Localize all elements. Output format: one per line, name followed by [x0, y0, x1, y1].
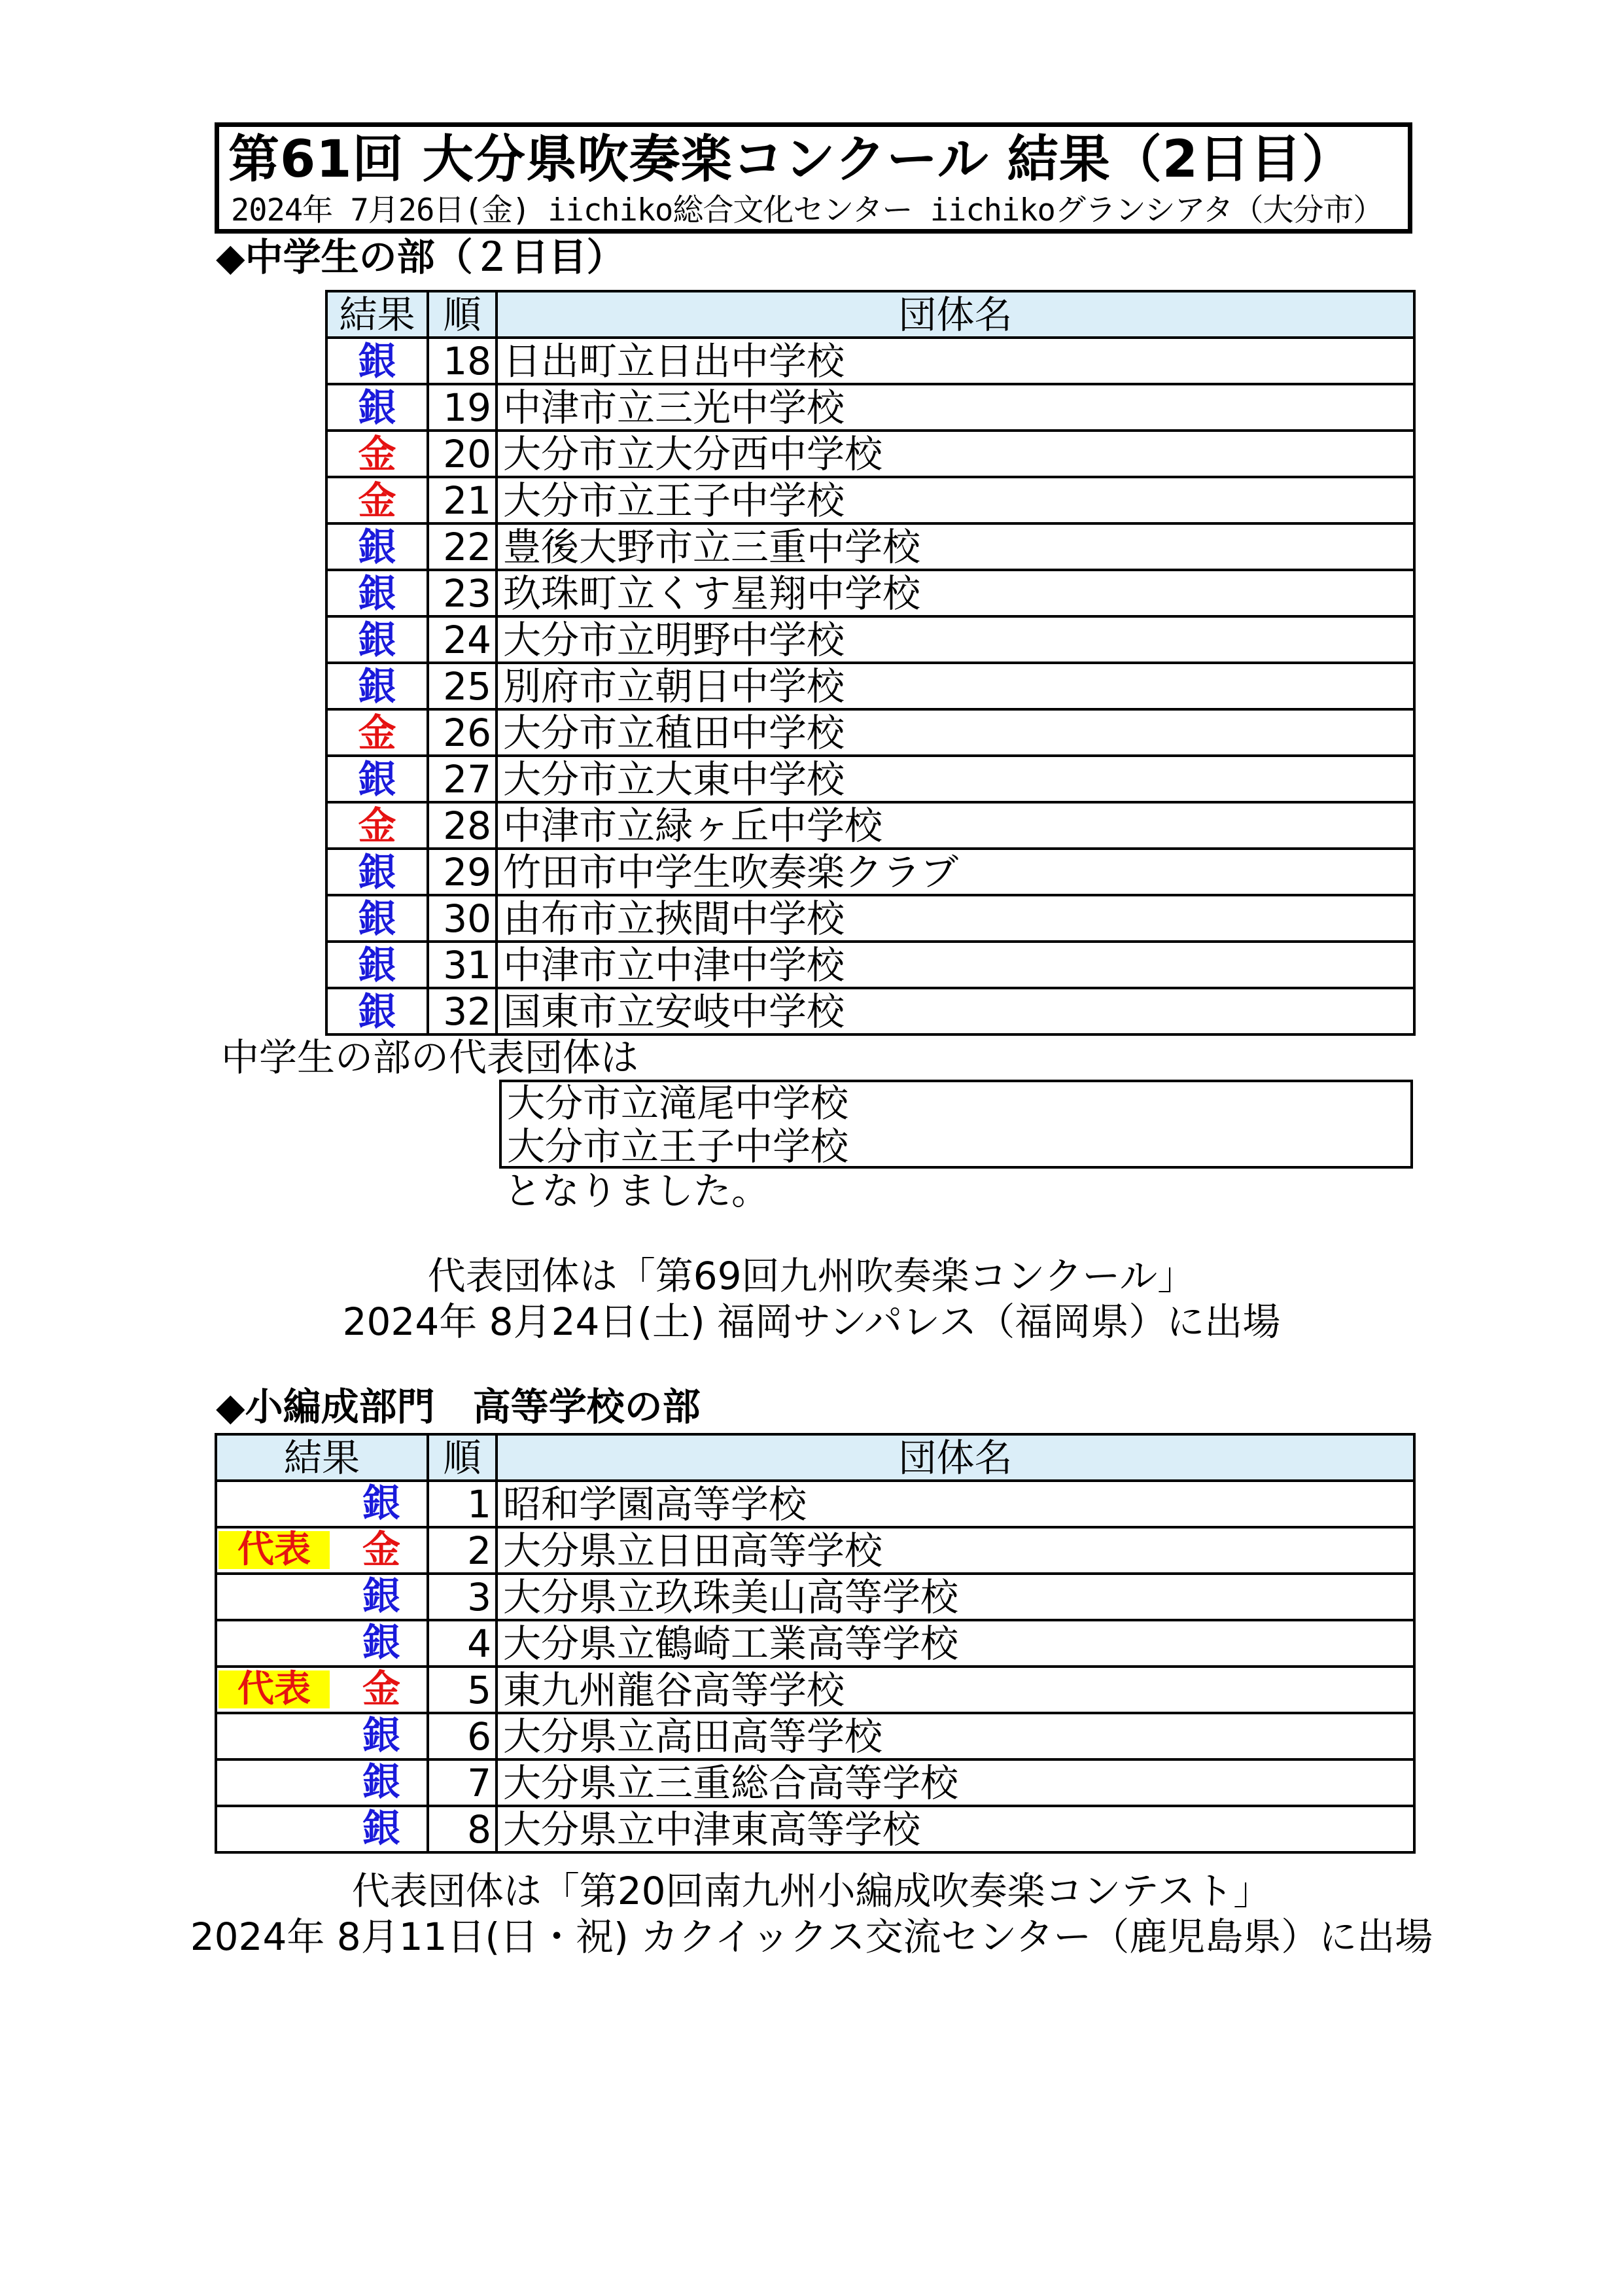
medal-label: 銀 [362, 1713, 400, 1757]
table-row [326, 895, 1414, 942]
order-cell: 2 [428, 1527, 497, 1574]
medal-label: 銀 [362, 1574, 400, 1618]
column-header-name: 団体名 [497, 1434, 1414, 1481]
representatives-box [499, 1080, 1413, 1169]
school-name-cell: 中津市立三光中学校 [497, 384, 1414, 431]
result-cell: 銀 [326, 338, 428, 384]
representative-school: 大分市立滝尾中学校 [507, 1081, 849, 1125]
result-cell: 金 [326, 802, 428, 849]
medal-label: 金 [362, 1667, 400, 1711]
order-cell: 26 [428, 709, 497, 756]
junior-high-advance-line-1: 代表団体は「第69回九州吹奏楽コンクール」 [427, 1254, 1196, 1298]
order-cell: 20 [428, 431, 497, 477]
table-header-row [216, 1434, 1414, 1481]
table-row [326, 988, 1414, 1034]
small-ensemble-heading: ◆小編成部門 高等学校の部 [216, 1385, 701, 1429]
school-name-cell: 玖珠町立くす星翔中学校 [497, 570, 1414, 616]
result-cell [216, 1667, 428, 1713]
junior-high-heading: ◆中学生の部（２日目） [216, 235, 625, 279]
table-row [216, 1667, 1414, 1713]
table-row [216, 1527, 1414, 1574]
table-row [216, 1759, 1414, 1806]
representative-badge: 代表 [218, 1670, 330, 1708]
table-row [326, 523, 1414, 570]
result-cell [216, 1620, 428, 1667]
result-cell: 銀 [326, 756, 428, 802]
result-cell [216, 1806, 428, 1852]
table-row [326, 570, 1414, 616]
order-cell: 8 [428, 1806, 497, 1852]
result-cell [216, 1759, 428, 1806]
school-name-cell: 大分県立玖珠美山高等学校 [497, 1574, 1414, 1620]
order-cell: 4 [428, 1620, 497, 1667]
school-name-cell: 大分市立大東中学校 [497, 756, 1414, 802]
column-header-result: 結果 [216, 1434, 428, 1481]
result-cell: 金 [326, 431, 428, 477]
order-cell: 6 [428, 1713, 497, 1759]
representative-intro: 中学生の部の代表団体は [221, 1035, 639, 1080]
order-cell: 24 [428, 616, 497, 663]
result-cell: 銀 [326, 988, 428, 1034]
medal-label: 銀 [362, 1620, 400, 1665]
order-cell: 30 [428, 895, 497, 942]
order-cell: 7 [428, 1759, 497, 1806]
result-cell [216, 1527, 428, 1574]
order-cell: 27 [428, 756, 497, 802]
order-cell: 5 [428, 1667, 497, 1713]
result-cell [216, 1481, 428, 1527]
table-row [326, 384, 1414, 431]
school-name-cell: 大分県立高田高等学校 [497, 1713, 1414, 1759]
small-ensemble-results-table [215, 1433, 1416, 1854]
school-name-cell: 大分県立日田高等学校 [497, 1527, 1414, 1574]
result-cell: 銀 [326, 895, 428, 942]
order-cell: 22 [428, 523, 497, 570]
result-cell: 銀 [326, 942, 428, 988]
representative-outro: となりました。 [504, 1169, 770, 1213]
school-name-cell: 国東市立安岐中学校 [497, 988, 1414, 1034]
school-name-cell: 東九州龍谷高等学校 [497, 1667, 1414, 1713]
school-name-cell: 大分市立明野中学校 [497, 616, 1414, 663]
result-cell: 銀 [326, 616, 428, 663]
order-cell: 1 [428, 1481, 497, 1527]
table-row [326, 709, 1414, 756]
school-name-cell: 由布市立挾間中学校 [497, 895, 1414, 942]
order-cell: 25 [428, 663, 497, 709]
table-row [216, 1481, 1414, 1527]
order-cell: 28 [428, 802, 497, 849]
medal-label: 銀 [362, 1759, 400, 1804]
table-row [326, 849, 1414, 895]
school-name-cell: 大分県立三重総合高等学校 [497, 1759, 1414, 1806]
school-name-cell: 昭和学園高等学校 [497, 1481, 1414, 1527]
table-header-row [326, 291, 1414, 338]
result-cell [216, 1574, 428, 1620]
result-cell: 金 [326, 477, 428, 523]
order-cell: 32 [428, 988, 497, 1034]
table-row [326, 663, 1414, 709]
table-row [326, 756, 1414, 802]
column-header-order: 順 [428, 291, 497, 338]
order-cell: 23 [428, 570, 497, 616]
order-cell: 29 [428, 849, 497, 895]
event-subtitle: 2024年 7月26日(金) iichiko総合文化センター iichikoグランシアタ（大分市） [231, 192, 1384, 228]
small-ensemble-advance-line-2: 2024年 8月11日(日・祝) カクイックス交流センター（鹿児島県）に出場 [190, 1915, 1433, 1959]
school-name-cell: 中津市立中津中学校 [497, 942, 1414, 988]
order-cell: 21 [428, 477, 497, 523]
column-header-order: 順 [428, 1434, 497, 1481]
school-name-cell: 大分県立中津東高等学校 [497, 1806, 1414, 1852]
school-name-cell: 中津市立緑ヶ丘中学校 [497, 802, 1414, 849]
medal-label: 銀 [362, 1481, 400, 1525]
school-name-cell: 大分市立王子中学校 [497, 477, 1414, 523]
title-box [215, 122, 1412, 234]
table-row [216, 1713, 1414, 1759]
order-cell: 3 [428, 1574, 497, 1620]
order-cell: 18 [428, 338, 497, 384]
school-name-cell: 大分市立大分西中学校 [497, 431, 1414, 477]
school-name-cell: 竹田市中学生吹奏楽クラブ [497, 849, 1414, 895]
representative-badge: 代表 [218, 1531, 330, 1569]
school-name-cell: 豊後大野市立三重中学校 [497, 523, 1414, 570]
result-cell: 銀 [326, 849, 428, 895]
result-cell: 銀 [326, 523, 428, 570]
junior-high-results-table [325, 290, 1416, 1036]
medal-label: 金 [362, 1527, 400, 1572]
table-row [326, 477, 1414, 523]
order-cell: 31 [428, 942, 497, 988]
result-cell: 銀 [326, 384, 428, 431]
small-ensemble-advance-line-1: 代表団体は「第20回南九州小編成吹奏楽コンテスト」 [351, 1869, 1272, 1913]
result-cell: 銀 [326, 663, 428, 709]
school-name-cell: 別府市立朝日中学校 [497, 663, 1414, 709]
page-title: 第61回 大分県吹奏楽コンクール 結果（2日目） [228, 130, 1354, 189]
school-name-cell: 大分県立鶴崎工業高等学校 [497, 1620, 1414, 1667]
table-row [216, 1574, 1414, 1620]
column-header-result: 結果 [326, 291, 428, 338]
table-row [216, 1620, 1414, 1667]
result-cell: 金 [326, 709, 428, 756]
result-cell: 銀 [326, 570, 428, 616]
result-cell [216, 1713, 428, 1759]
medal-label: 銀 [362, 1806, 400, 1850]
table-row [326, 338, 1414, 384]
table-row [326, 802, 1414, 849]
representative-school: 大分市立王子中学校 [507, 1124, 849, 1169]
table-row [216, 1806, 1414, 1852]
school-name-cell: 大分市立稙田中学校 [497, 709, 1414, 756]
table-row [326, 616, 1414, 663]
column-header-name: 団体名 [497, 291, 1414, 338]
table-row [326, 431, 1414, 477]
junior-high-advance-line-2: 2024年 8月24日(土) 福岡サンパレス（福岡県）に出場 [342, 1299, 1281, 1344]
table-row [326, 942, 1414, 988]
school-name-cell: 日出町立日出中学校 [497, 338, 1414, 384]
order-cell: 19 [428, 384, 497, 431]
